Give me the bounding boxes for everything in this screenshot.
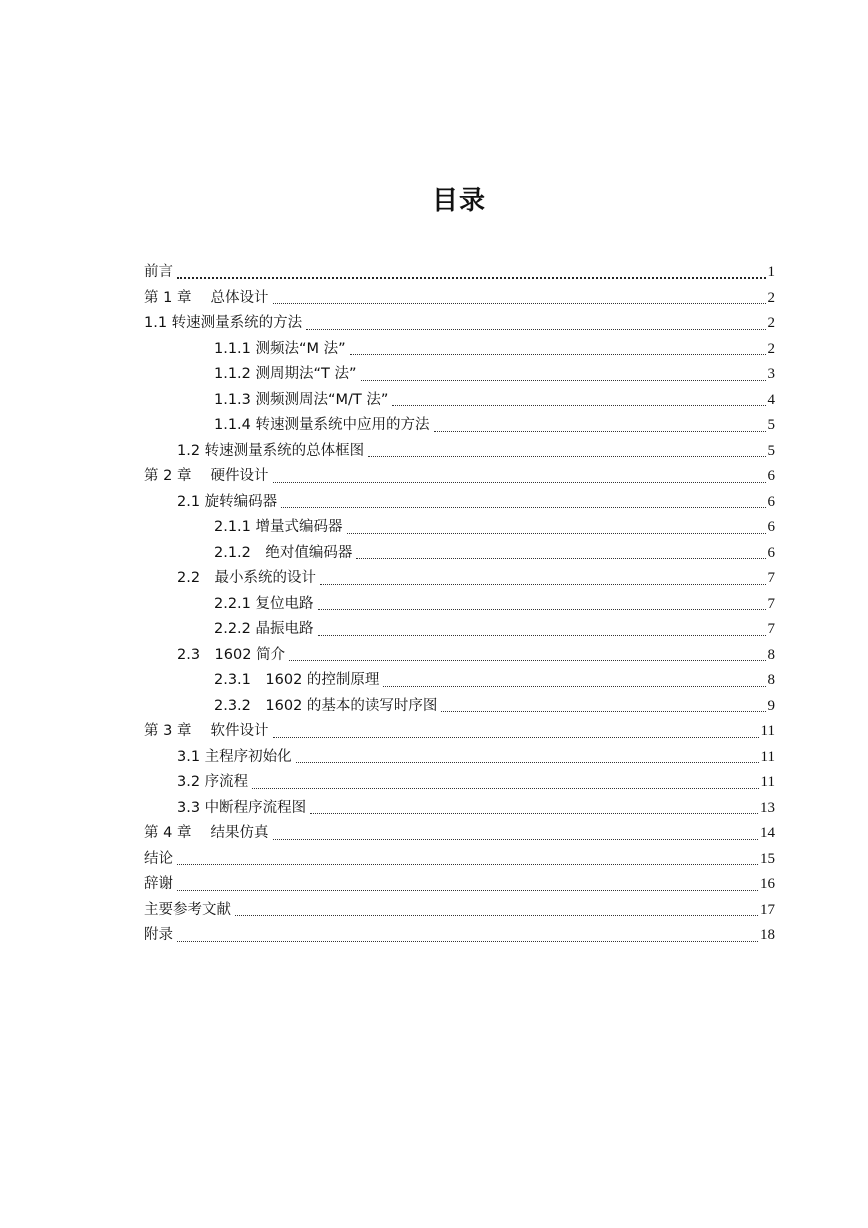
dot-leader: [320, 570, 765, 585]
dot-leader: [273, 723, 759, 738]
toc-entry-page: 7: [767, 621, 775, 637]
toc-entry-2-2-1[interactable]: [144, 592, 775, 618]
toc-entry-label: 第 1 章 总体设计: [144, 289, 269, 306]
dot-leader: [310, 799, 758, 814]
toc-entry-page: 8: [767, 646, 775, 663]
toc-entry-page: 3: [767, 366, 775, 382]
toc-entry-conclusion[interactable]: [144, 847, 775, 873]
toc-entry-page: 8: [767, 672, 775, 688]
dot-leader: [318, 621, 766, 636]
toc-entry-3-3[interactable]: [144, 796, 775, 822]
dot-leader: [177, 876, 758, 891]
toc-entry-label: 1.1 转速测量系统的方法: [144, 315, 303, 331]
toc-entry-page: 17: [760, 901, 775, 918]
toc-entry-1-2[interactable]: [144, 439, 775, 465]
dot-leader: [177, 927, 758, 942]
toc-entry-label: 2.3.2 1602 的基本的读写时序图: [214, 697, 438, 714]
toc-entry-1-1-2[interactable]: [144, 362, 775, 388]
dot-leader: [350, 340, 766, 355]
toc-entry-3-2[interactable]: [144, 770, 775, 796]
toc-entry-chapter-4[interactable]: [144, 821, 775, 847]
toc-entry-page: 7: [767, 570, 775, 586]
toc-entry-label: 1.1.1 测频法“M 法”: [214, 340, 346, 357]
toc-entry-2-1[interactable]: [144, 490, 775, 516]
toc-entry-label: 3.1 主程序初始化: [177, 748, 292, 765]
dot-leader: [273, 825, 758, 840]
dot-leader: [177, 850, 758, 865]
toc-entry-label: 2.2 最小系统的设计: [177, 570, 317, 586]
toc-entry-2-3-2[interactable]: [144, 694, 775, 720]
toc-entry-label: 附录: [144, 927, 173, 943]
dot-leader: [235, 901, 758, 916]
toc-entry-page: 7: [767, 595, 775, 612]
toc-entry-page: 5: [767, 442, 775, 459]
toc-entry-chapter-2[interactable]: [144, 464, 775, 490]
toc-entry-1-1-3[interactable]: [144, 388, 775, 414]
dot-leader: [383, 672, 765, 687]
toc-entry-page: 2: [767, 289, 775, 306]
dot-leader: [273, 468, 766, 483]
dot-leader: [281, 493, 765, 508]
toc-entry-label: 2.1 旋转编码器: [177, 493, 278, 510]
dot-leader: [434, 417, 766, 432]
page-title: 目录: [431, 186, 486, 216]
toc-entry-page: 5: [767, 417, 775, 433]
dot-leader: [296, 748, 759, 763]
toc-entry-page: 16: [760, 876, 775, 892]
toc-entry-label: 第 4 章 结果仿真: [144, 825, 269, 841]
toc-entry-page: 9: [767, 697, 775, 714]
toc-entry-page: 13: [760, 799, 775, 816]
toc-entry-2-2[interactable]: [144, 566, 775, 592]
toc-entry-references[interactable]: [144, 898, 775, 924]
toc-entry-page: 2: [767, 315, 775, 331]
toc-entry-1-1-4[interactable]: [144, 413, 775, 439]
toc-entry-chapter-1[interactable]: [144, 286, 775, 312]
dot-leader: [361, 366, 766, 381]
toc-entry-label: 1.2 转速测量系统的总体框图: [177, 442, 365, 459]
toc-entry-label: 2.2.1 复位电路: [214, 595, 314, 612]
toc-entry-2-3[interactable]: [144, 643, 775, 669]
toc-entry-label: 2.3 1602 简介: [177, 646, 286, 663]
dot-leader: [368, 442, 765, 457]
toc-entry-1-1-1[interactable]: [144, 337, 775, 363]
toc-entry-page: 11: [760, 774, 775, 790]
toc-entry-label: 辞谢: [144, 876, 173, 892]
toc-entry-1-1[interactable]: [144, 311, 775, 337]
toc-entry-page: 14: [760, 825, 775, 841]
toc-entry-label: 3.3 中断程序流程图: [177, 799, 307, 816]
toc-entry-label: 2.3.1 1602 的控制原理: [214, 672, 380, 688]
dot-leader: [289, 646, 765, 661]
toc-entry-page: 18: [760, 927, 775, 943]
toc-entry-page: 6: [767, 493, 775, 510]
toc-entry-chapter-3[interactable]: [144, 719, 775, 745]
dot-leader: [306, 315, 765, 330]
toc-entry-label: 3.2 序流程: [177, 774, 249, 790]
toc-entry-2-3-1[interactable]: [144, 668, 775, 694]
toc-entry-acknowledgements[interactable]: [144, 872, 775, 898]
table-of-contents: [144, 260, 775, 949]
toc-entry-label: 1.1.4 转速测量系统中应用的方法: [214, 417, 430, 433]
toc-entry-page: 6: [767, 519, 775, 535]
toc-entry-page: 6: [767, 544, 775, 561]
toc-entry-2-1-1[interactable]: [144, 515, 775, 541]
dot-leader: [318, 595, 766, 610]
dot-leader: [441, 697, 765, 712]
dot-leader: [356, 544, 765, 559]
toc-entry-page: 11: [760, 748, 775, 765]
toc-entry-label: 第 2 章 硬件设计: [144, 468, 269, 484]
toc-entry-page: 1: [767, 264, 775, 280]
dot-leader: [392, 391, 765, 406]
toc-entry-3-1[interactable]: [144, 745, 775, 771]
toc-entry-page: 11: [760, 723, 775, 739]
dot-leader: [252, 774, 758, 789]
toc-entry-page: 15: [760, 850, 775, 867]
toc-entry-page: 2: [767, 340, 775, 357]
toc-entry-page: 6: [767, 468, 775, 484]
dot-leader: [273, 289, 766, 304]
toc-entry-preface[interactable]: [144, 260, 775, 286]
toc-entry-label: 2.1.2 绝对值编码器: [214, 544, 353, 561]
toc-entry-label: 1.1.2 测周期法“T 法”: [214, 366, 357, 382]
toc-entry-label: 1.1.3 测频测周法“M/T 法”: [214, 391, 389, 408]
toc-entry-appendix[interactable]: [144, 923, 775, 949]
toc-entry-label: 前言: [144, 264, 173, 280]
toc-entry-label: 2.1.1 增量式编码器: [214, 519, 343, 535]
toc-entry-page: 4: [767, 391, 775, 408]
toc-entry-label: 结论: [144, 850, 173, 867]
dot-leader: [177, 263, 766, 279]
toc-entry-2-2-2[interactable]: [144, 617, 775, 643]
toc-entry-label: 主要参考文献: [144, 901, 231, 918]
toc-entry-label: 2.2.2 晶振电路: [214, 621, 314, 637]
toc-entry-2-1-2[interactable]: [144, 541, 775, 567]
toc-entry-label: 第 3 章 软件设计: [144, 723, 269, 739]
dot-leader: [347, 519, 766, 534]
